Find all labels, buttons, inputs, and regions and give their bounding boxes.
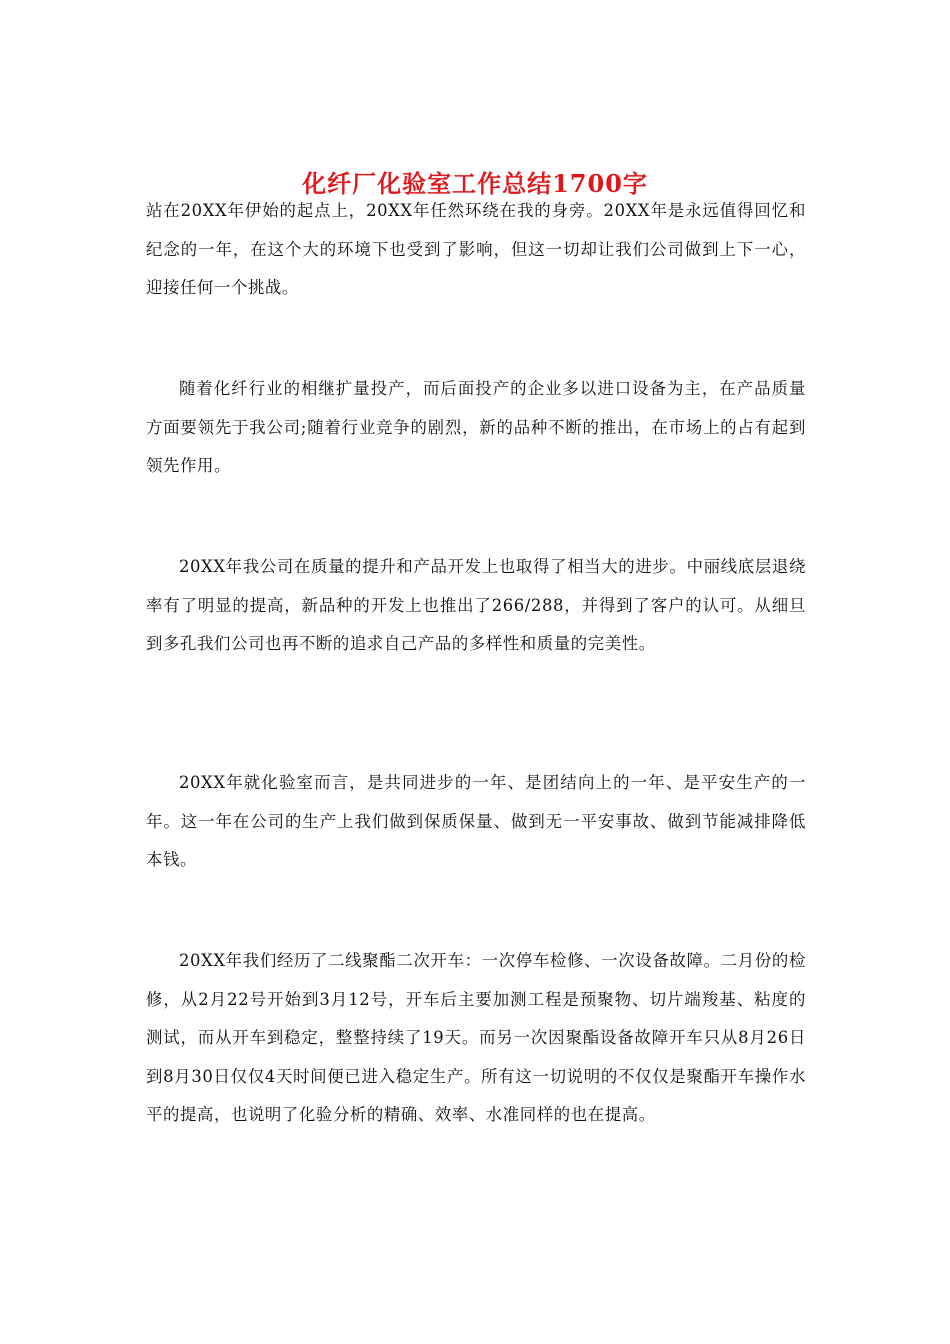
document-title: 化纤厂化验室工作总结1700字 xyxy=(302,169,648,199)
paragraph-lab-summary: 20XX年就化验室而言，是共同进步的一年、是团结向上的一年、是平安生产的一年。这一年在公司的生产上我们做到保质保量、做到无一平安事故、做到节能减排降低本钱。 xyxy=(146,773,806,869)
paragraph-intro: 站在20XX年伊始的起点上，20XX年任然环绕在我的身旁。20XX年是永远值得回忆和纪念的一年，在这个大的环境下也受到了影响，但这一切却让我们公司做到上下一心，迎接任何一个挑战。 xyxy=(146,201,806,297)
paragraph-restart-events: 20XX年我们经历了二线聚酯二次开车：一次停车检修、一次设备故障。二月份的检修，从2月22号开始到3月12号，开车后主要加测工程是预聚物、切片端羧基、粘度的测试，而从开车到稳定，整整持续了19天。而另一次因聚酯设备故障开车只从8月26日到8月30日仅仅4天时间便已进入稳定生产。所有这一切说明的不仅仅是聚酯开车操作水平的提高，也说明了化验分析的精确、效率、水准同样的也在提高。 xyxy=(146,951,806,1124)
paragraph-industry: 随着化纤行业的相继扩量投产，而后面投产的企业多以进口设备为主，在产品质量方面要领先于我公司;随着行业竞争的剧烈，新的品种不断的推出，在市场上的占有起到领先作用。 xyxy=(146,379,806,475)
paragraph-quality-progress: 20XX年我公司在质量的提升和产品开发上也取得了相当大的进步。中丽线底层退绕率有了明显的提高，新品种的开发上也推出了266/288，并得到了客户的认可。从细旦到多孔我们公司也再不断的追求自己产品的多样性和质量的完美性。 xyxy=(146,557,806,653)
